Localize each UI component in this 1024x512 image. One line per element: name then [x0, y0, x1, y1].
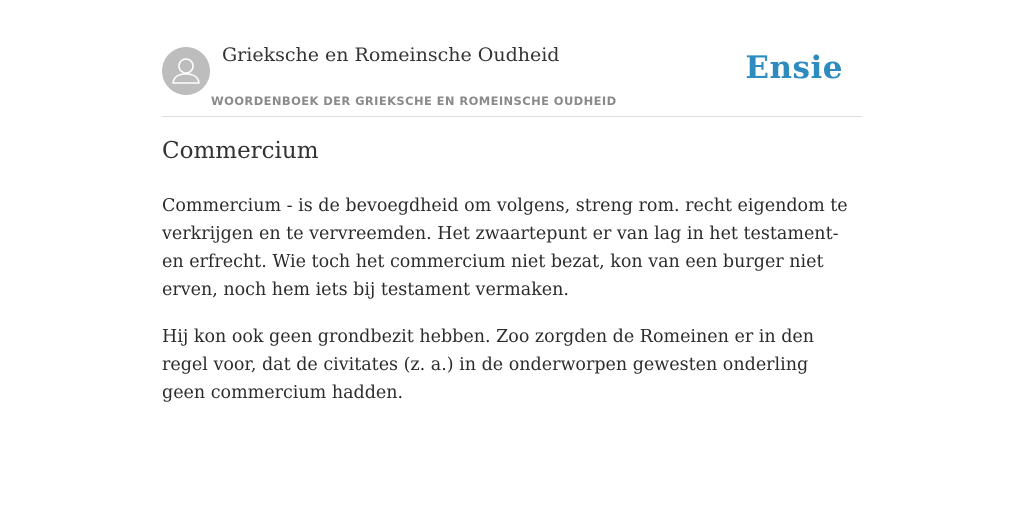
user-silhouette-icon	[162, 47, 210, 95]
avatar[interactable]	[162, 47, 210, 95]
entry-header	[162, 0, 862, 117]
page	[162, 0, 862, 403]
entry-body	[162, 192, 852, 426]
source-title[interactable]: Grieksche en Romeinsche Oudheid	[222, 44, 560, 66]
source-subtitle[interactable]: WOORDENBOEK DER GRIEKSCHE EN ROMEINSCHE OUDHEID	[211, 94, 617, 108]
brand-logo[interactable]: Ensie	[745, 50, 843, 86]
entry-paragraph: Commercium - is de bevoegdheid om volgens, streng rom. recht eigendom te verkrijgen en te vervreemden. Het zwaartepunt er van lag in het testament- en erfrecht. Wie toch het commercium niet bezat, kon van een burger niet erven, noch hem iets bij testament vermaken.	[162, 196, 848, 300]
entry-title: Commercium	[162, 138, 319, 164]
entry-paragraph: Hij kon ook geen grondbezit hebben. Zoo zorgden de Romeinen er in den regel voor, dat de civitates (z. a.) in de onderworpen gewesten onderling geen commercium hadden.	[162, 327, 815, 403]
